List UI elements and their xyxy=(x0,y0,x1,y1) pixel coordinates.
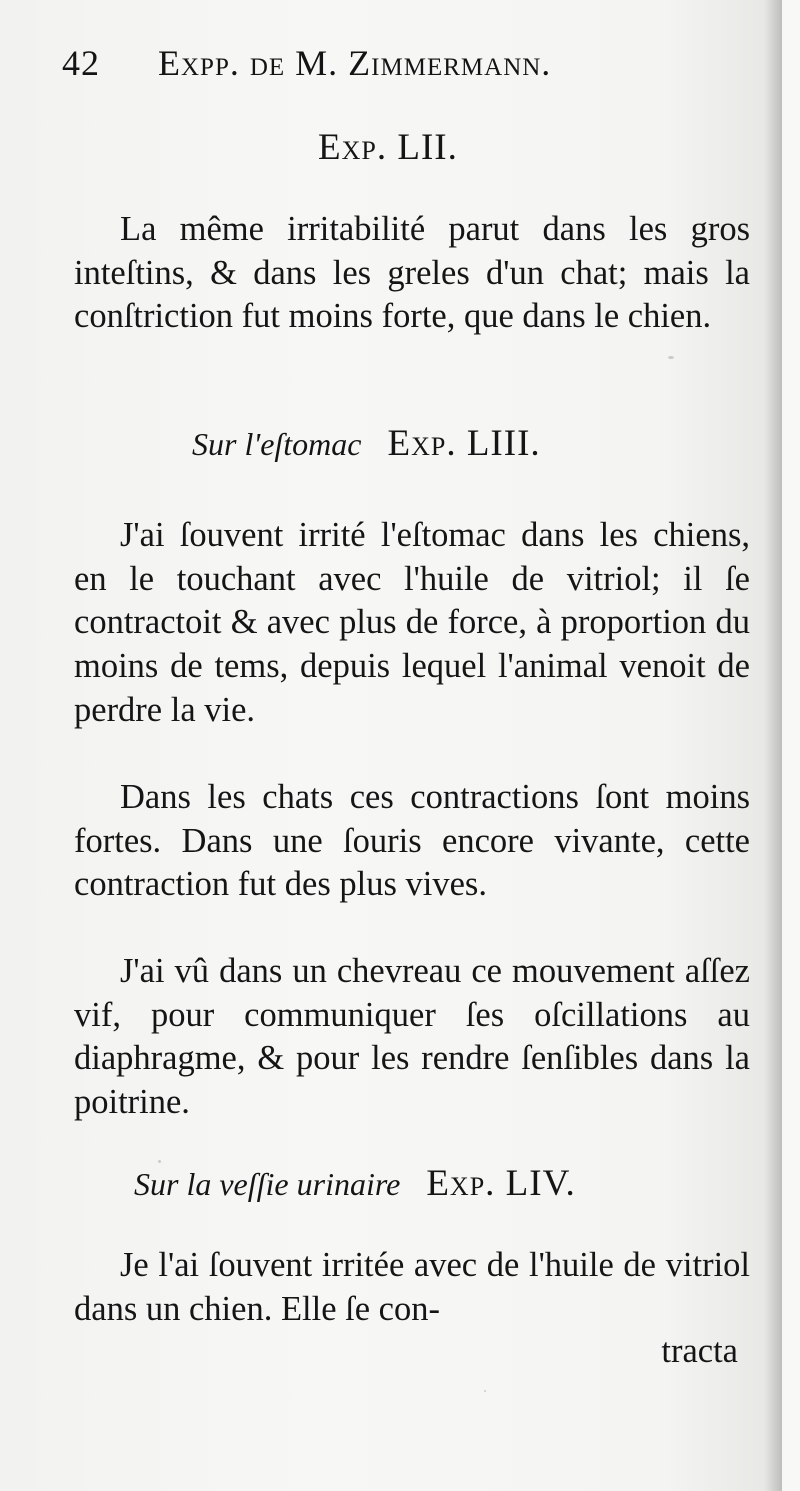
paper-speck xyxy=(668,356,674,359)
paragraph-text: Dans les chats ces contractions ſont moins fortes. Dans une ſouris encore vivante, cette contraction fut des plus vives. xyxy=(74,778,750,904)
page-number: 42 xyxy=(62,43,100,83)
experiment-heading-53 xyxy=(192,422,541,465)
experiment-heading-52 xyxy=(318,126,458,169)
paragraph-text: La même irritabilité parut dans les gros inteſtins, & dans les greles d'un chat; mais la conſtriction fut moins forte, que dans le chien. xyxy=(74,210,750,336)
paragraph-text: J'ai ſouvent irrité l'eſtomac dans les chiens, en le touchant avec l'huile de vitriol; il ſe contractoit & avec plus de force, à proportion du moins de tems, depuis lequel l'animal venoit de perdre la vie. xyxy=(74,516,750,729)
paragraph-text: Je l'ai ſouvent irritée avec de l'huile de vitriol dans un chien. Elle ſe con- xyxy=(74,1246,750,1328)
paragraph-exp-54 xyxy=(74,1244,750,1331)
paper-speck xyxy=(158,1160,161,1163)
paragraph-exp-52 xyxy=(74,208,750,339)
paragraph-text: J'ai vû dans un chevreau ce mouvement aſſez vif, pour communiquer ſes oſcillations au diaphragme, & pour les rendre ſenſibles dans la poitrine. xyxy=(74,952,750,1122)
section-topic: Sur la veſſie urinaire xyxy=(134,1166,401,1202)
paragraph-exp-53-3 xyxy=(74,950,750,1125)
page-header xyxy=(62,42,702,92)
running-title: Expp. de M. Zimmermann. xyxy=(158,43,552,83)
experiment-heading-text: Exp. LII. xyxy=(318,127,458,168)
paragraph-exp-53-1 xyxy=(74,514,750,733)
experiment-heading-text: Exp. LIV. xyxy=(426,1163,576,1204)
experiment-heading-54 xyxy=(134,1162,576,1205)
section-topic: Sur l'eſtomac xyxy=(192,426,362,462)
experiment-heading-text: Exp. LIII. xyxy=(387,423,541,464)
paper-speck xyxy=(484,1390,486,1392)
catchword: tracta xyxy=(661,1332,738,1370)
page-edge xyxy=(782,0,800,1491)
paragraph-exp-53-2 xyxy=(74,776,750,907)
